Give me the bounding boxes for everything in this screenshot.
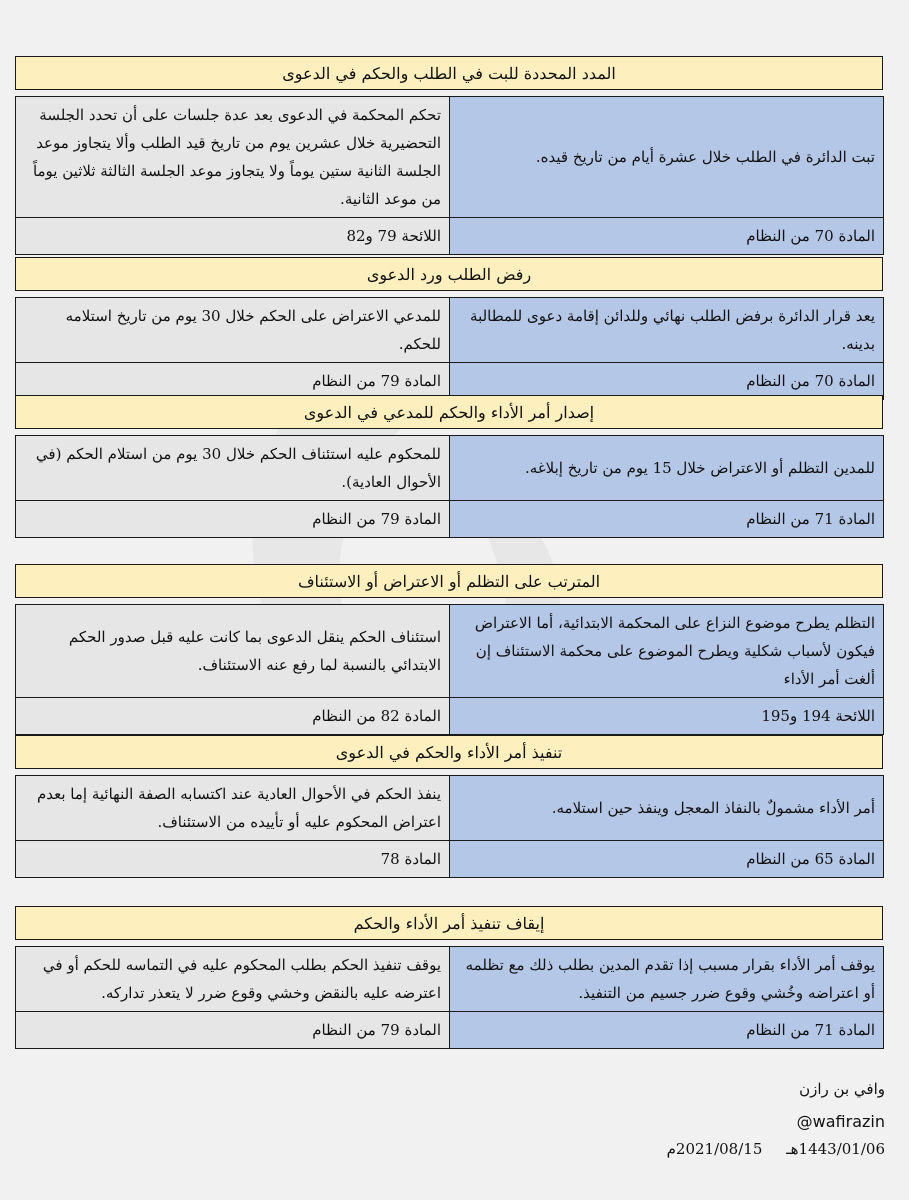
left-cell-text: استئناف الحكم ينقل الدعوى بما كانت عليه قبل صدور الحكم الابتدائي بالنسبة لما رفع عنه الاستئناف. [16,605,450,698]
right-cell-text: تبت الدائرة في الطلب خلال عشرة أيام من تاريخ قيده. [450,97,884,218]
section-table [15,297,884,400]
left-cell-reference: المادة 79 من النظام [16,1012,450,1049]
section-table [15,604,884,735]
section-header: إصدار أمر الأداء والحكم للمدعي في الدعوى [15,395,883,429]
right-cell-reference: المادة 65 من النظام [450,841,884,878]
left-cell-text: للمحكوم عليه استئناف الحكم خلال 30 يوم من استلام الحكم (في الأحوال العادية). [16,436,450,501]
left-cell-reference: المادة 79 من النظام [16,363,450,400]
author-name: وافي بن رازن [799,1080,885,1098]
author-handle[interactable]: @wafirazin [796,1112,885,1131]
right-cell-reference: اللائحة 194 و195 [450,698,884,735]
section-header: المترتب على التظلم أو الاعتراض أو الاستئناف [15,564,883,598]
right-cell-text: يوقف أمر الأداء بقرار مسبب إذا تقدم المدين بطلب ذلك مع تظلمه أو اعتراضه وخُشي وقوع ضرر جسيم من التنفيذ. [450,947,884,1012]
right-cell-reference: المادة 71 من النظام [450,501,884,538]
left-cell-text: ينفذ الحكم في الأحوال العادية عند اكتسابه الصفة النهائية إما بعدم اعتراض المحكوم عليه أو تأييده من الاستئناف. [16,776,450,841]
left-cell-reference: اللائحة 79 و82 [16,218,450,255]
left-cell-reference: المادة 79 من النظام [16,501,450,538]
right-cell-reference: المادة 71 من النظام [450,1012,884,1049]
right-cell-text: أمر الأداء مشمولٌ بالنفاذ المعجل وينفذ حين استلامه. [450,776,884,841]
left-cell-text: تحكم المحكمة في الدعوى بعد عدة جلسات على أن تحدد الجلسة التحضيرية خلال عشرين يوم من تاريخ قيد الطلب وألا يتجاوز موعد الجلسة الثانية ستين يوماً ولا يتجاوز موعد الجلسة الثالثة ثلاثين يوماً من موعد الثانية. [16,97,450,218]
left-cell-reference: المادة 82 من النظام [16,698,450,735]
right-cell-reference: المادة 70 من النظام [450,218,884,255]
gregorian-date: 2021/08/15م [666,1140,763,1158]
left-cell-reference: المادة 78 [16,841,450,878]
date-line [667,1140,885,1158]
section-header: المدد المحددة للبت في الطلب والحكم في الدعوى [15,56,883,90]
section-table [15,775,884,878]
section-header: إيقاف تنفيذ أمر الأداء والحكم [15,906,883,940]
section-table [15,96,884,255]
left-cell-text: للمدعي الاعتراض على الحكم خلال 30 يوم من تاريخ استلامه للحكم. [16,298,450,363]
section-header: تنفيذ أمر الأداء والحكم في الدعوى [15,735,883,769]
left-cell-text: يوقف تنفيذ الحكم بطلب المحكوم عليه في التماسه للحكم أو في اعترضه عليه بالنقض وخشي وقوع ضرر لا يتعذر تداركه. [16,947,450,1012]
right-cell-text: للمدين التظلم أو الاعتراض خلال 15 يوم من تاريخ إبلاغه. [450,436,884,501]
hijri-date: 1443/01/06هـ [786,1140,885,1158]
section-header: رفض الطلب ورد الدعوى [15,257,883,291]
section-table [15,435,884,538]
right-cell-reference: المادة 70 من النظام [450,363,884,400]
section-table [15,946,884,1049]
right-cell-text: التظلم يطرح موضوع النزاع على المحكمة الابتدائية، أما الاعتراض فيكون لأسباب شكلية ويطرح الموضوع على محكمة الاستئناف إن ألغت أمر الأداء [450,605,884,698]
right-cell-text: يعد قرار الدائرة برفض الطلب نهائي وللدائن إقامة دعوى للمطالبة بدينه. [450,298,884,363]
